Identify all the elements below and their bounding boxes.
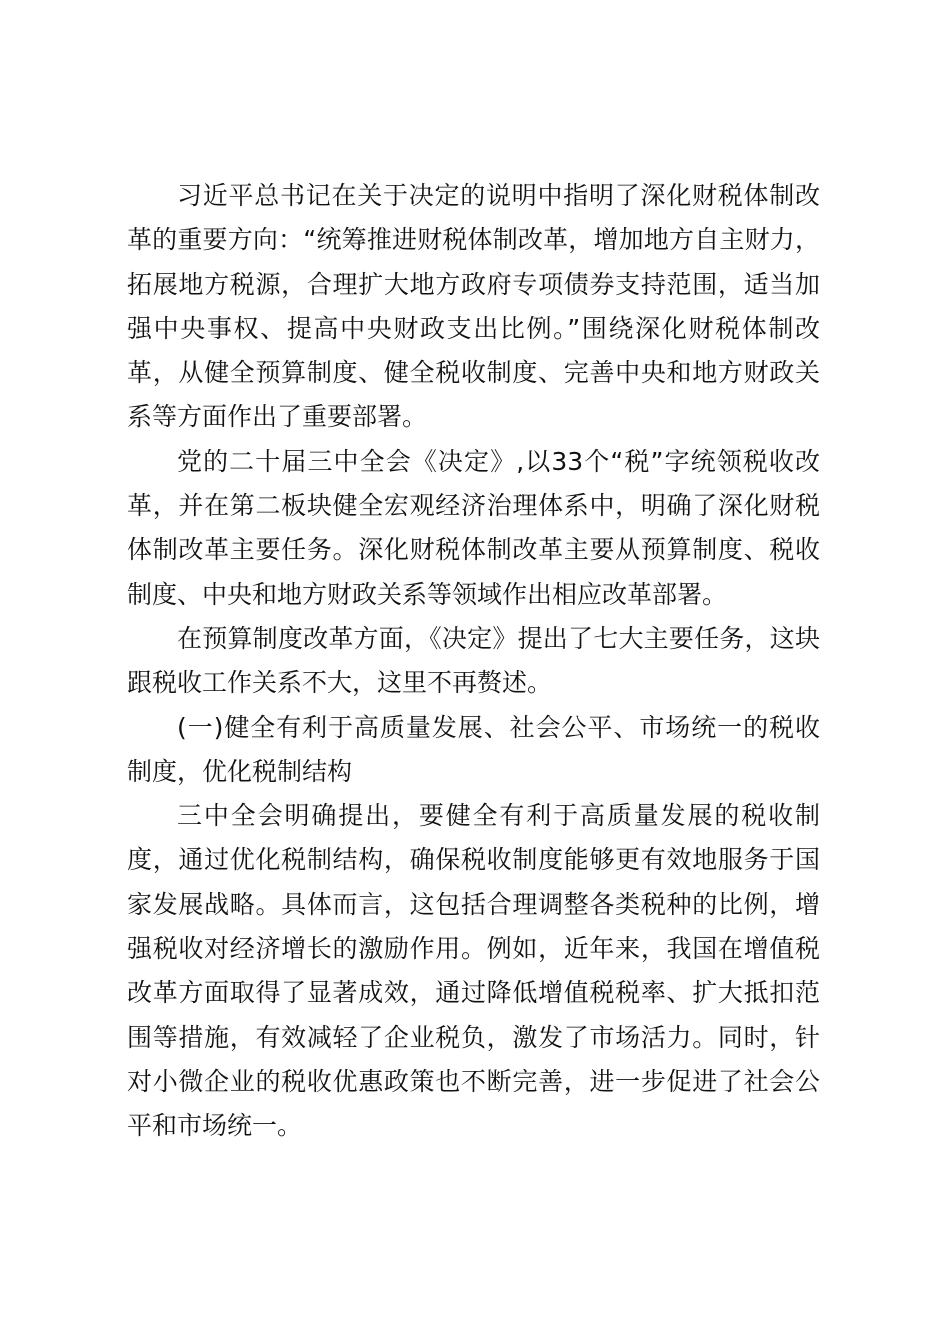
section-heading-tax-system: (一)健全有利于高质量发展、社会公平、市场统一的税收制度，优化税制结构 xyxy=(127,712,820,786)
paragraph-budget-reform-direction: 习近平总书记在关于决定的说明中指明了深化财税体制改革的重要方向：“统筹推进财税体制改革，增加地方自主财力，拓展地方税源，合理扩大地方政府专项债券支持范围，适当加强中央事权、提高中央财政支出比例。”围绕深化财税体制改革，从健全预算制度、健全税收制度、完善中央和地方财政关系等方面作出了重要部署。 xyxy=(127,181,820,432)
paragraph-tax-structure-optimization: 三中全会明确提出，要健全有利于高质量发展的税收制度，通过优化税制结构，确保税收制度能够更有效地服务于国家发展战略。具体而言，这包括合理调整各类税种的比例，增强税收对经济增长的激励作用。例如，近年来，我国在增值税改革方面取得了显著成效，通过降低增值税税率、扩大抵扣范围等措施，有效减轻了企业税负，激发了市场活力。同时，针对小微企业的税收优惠政策也不断完善，进一步促进了社会公平和市场统一。 xyxy=(127,801,820,1141)
paragraph-third-plenum-decision: 党的二十届三中全会《决定》,以33个“税”字统领税收改革，并在第二板块健全宏观经济治理体系中，明确了深化财税体制改革主要任务。深化财税体制改革主要从预算制度、税收制度、中央和地方财政关系等领域作出相应改革部署。 xyxy=(127,446,820,609)
paragraph-budget-system-tasks: 在预算制度改革方面，《决定》提出了七大主要任务，这块跟税收工作关系不大，这里不再赘述。 xyxy=(127,623,820,698)
document-page xyxy=(127,174,820,1149)
